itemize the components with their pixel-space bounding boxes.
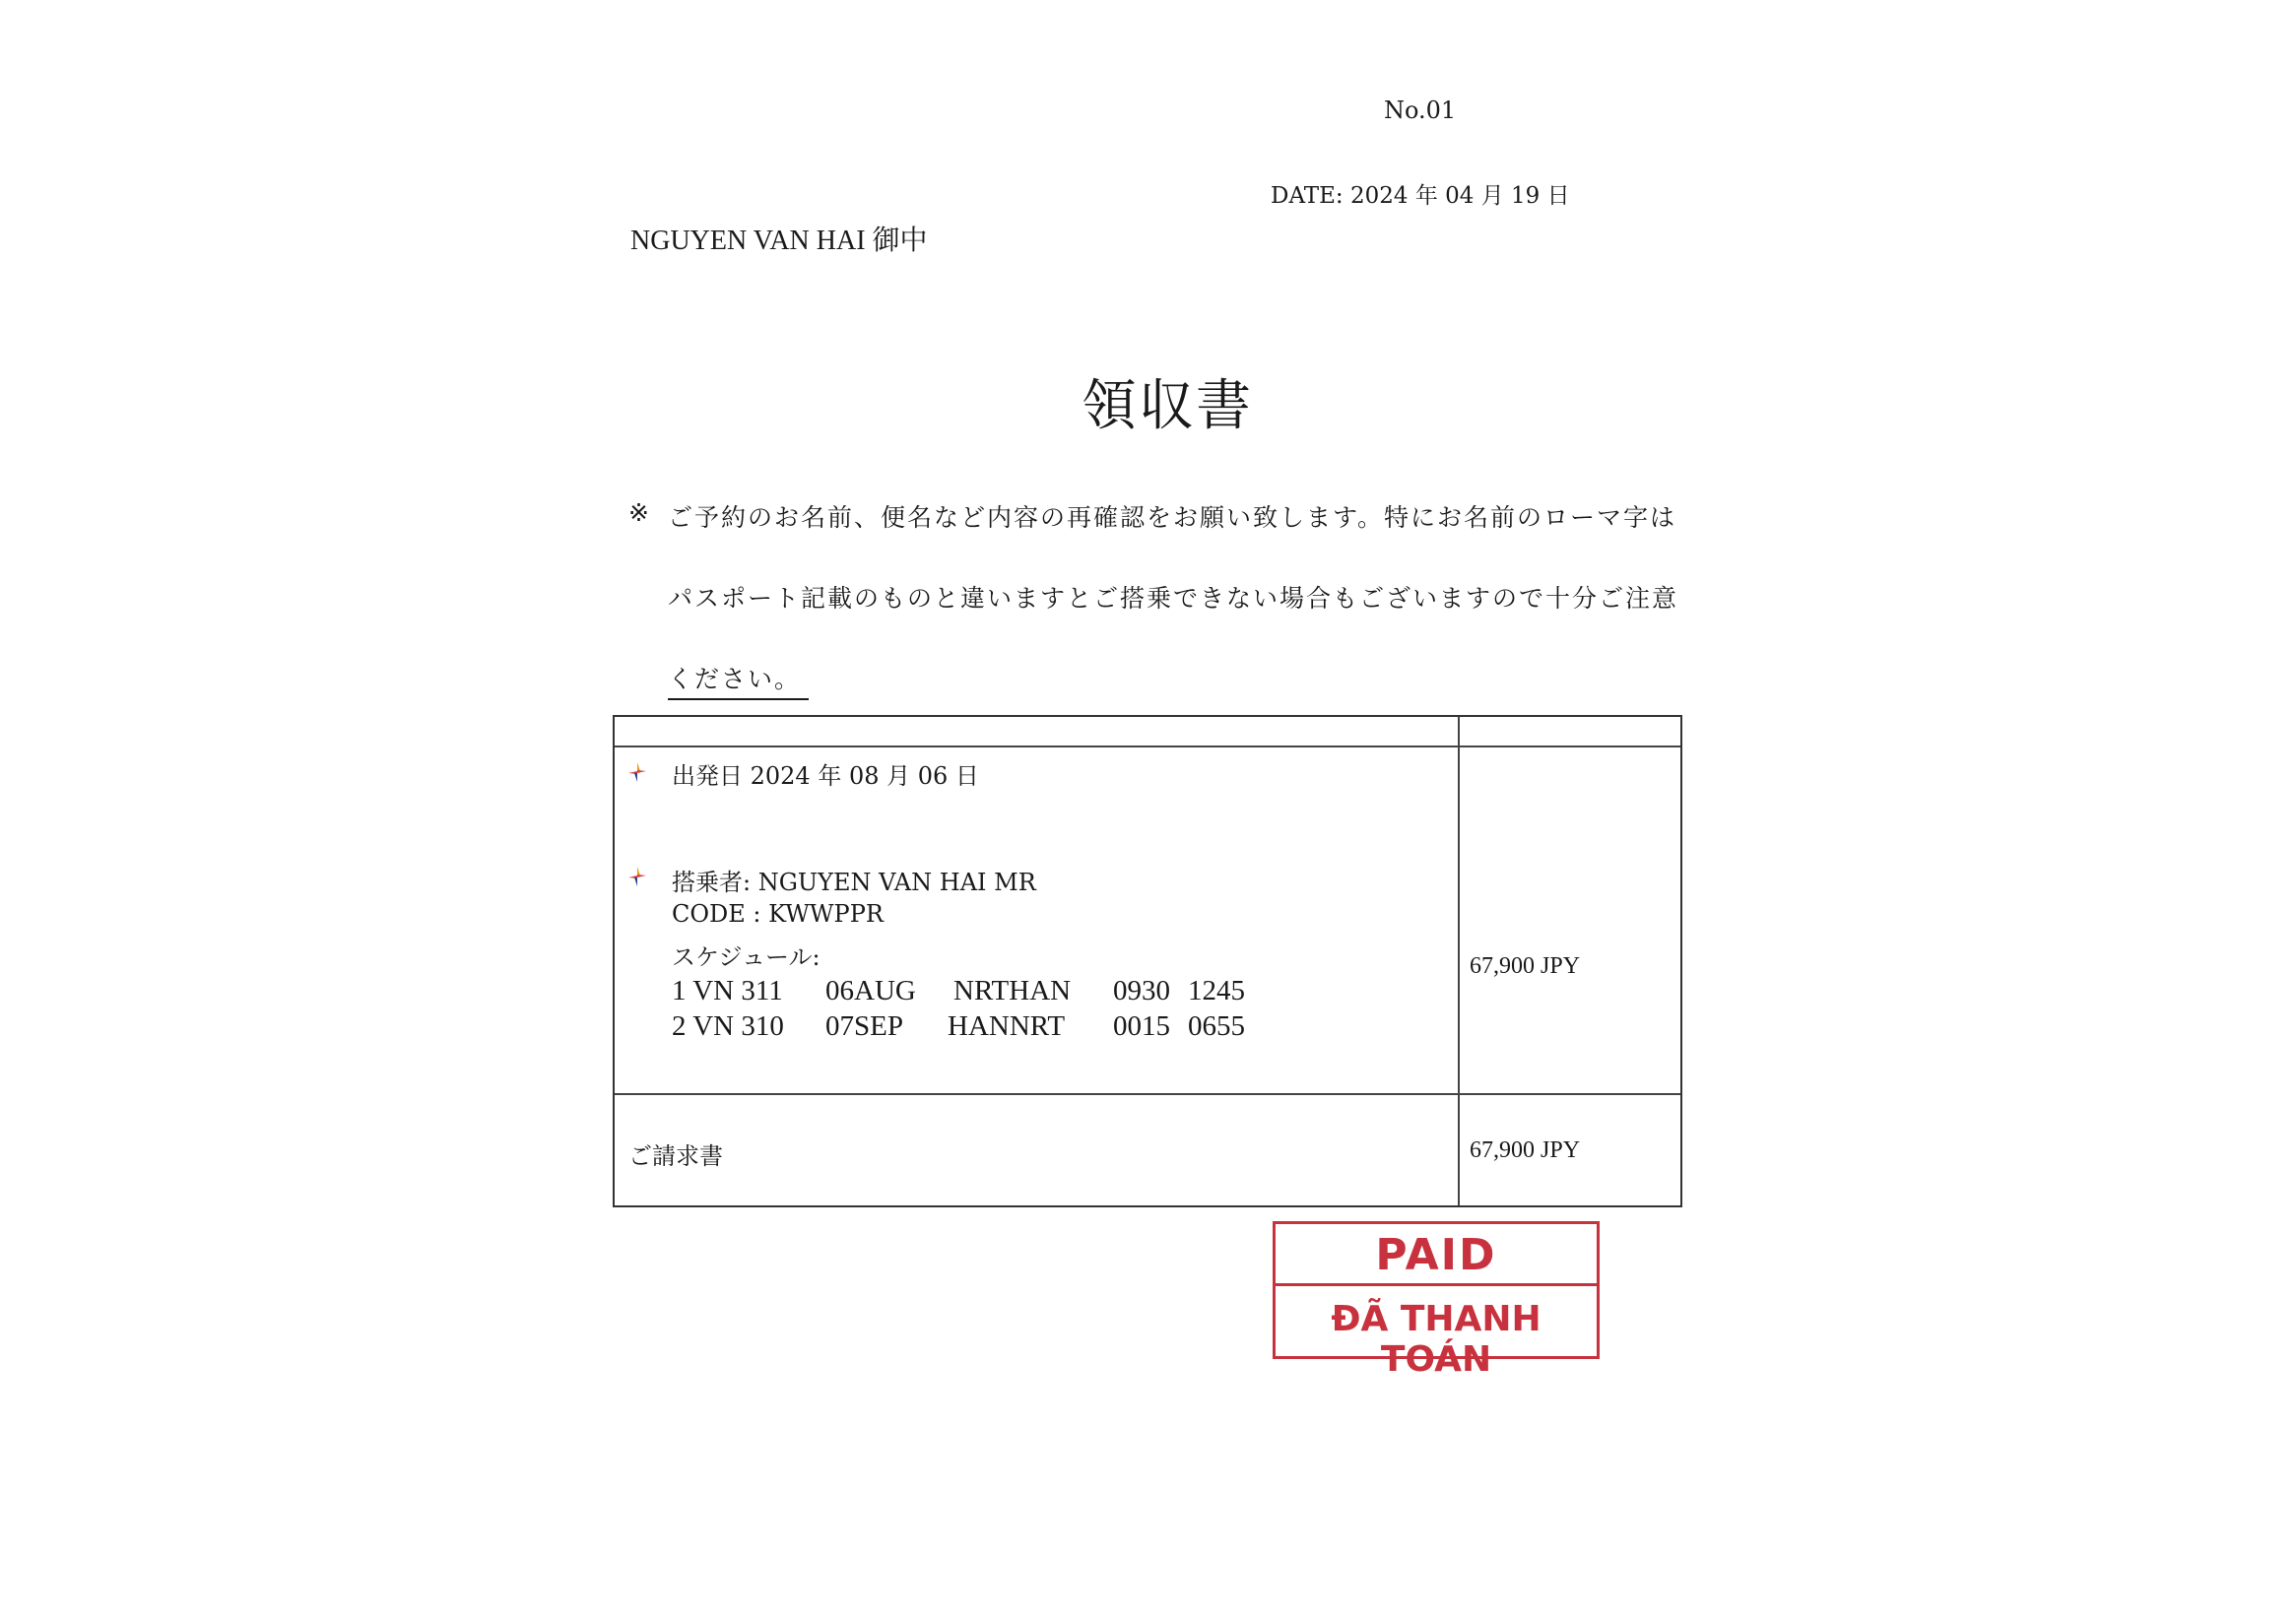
- flight-2-route: HANNRT: [948, 1010, 1066, 1042]
- stamp-divider: [1276, 1283, 1597, 1286]
- flight-1-route: NRTHAN: [953, 975, 1072, 1006]
- paid-stamp: [1273, 1221, 1600, 1380]
- departure-date: 出発日 2024 年 08 月 06 日: [672, 762, 979, 790]
- item-amount: 67,900 JPY: [1470, 953, 1581, 979]
- schedule-label: スケジュール:: [672, 943, 820, 971]
- column-divider: [1458, 717, 1460, 1205]
- flight-2-arrival: 0655: [1188, 1010, 1245, 1042]
- stamp-paid-text: PAID: [1375, 1230, 1497, 1280]
- flight-2-departure: 0015: [1113, 1010, 1170, 1042]
- invoice-amount: 67,900 JPY: [1470, 1137, 1581, 1163]
- flight-1-departure: 0930: [1113, 975, 1170, 1006]
- booking-code: CODE : KWWPPR: [672, 900, 884, 928]
- flight-1-date: 06AUG: [825, 975, 916, 1006]
- notice-mark: ※: [628, 498, 649, 527]
- invoice-label: ご請求書: [628, 1142, 723, 1170]
- passenger-name: 搭乗者: NGUYEN VAN HAI MR: [672, 869, 1036, 896]
- notice-line-2: パスポート記載のものと違いますとご搭乗できない場合もございますので十分ご注意: [668, 584, 1679, 613]
- flight-2-number: 2 VN 310: [672, 1010, 784, 1042]
- flight-2-date: 07SEP: [825, 1010, 903, 1042]
- pinwheel-bullet-icon: [626, 760, 648, 784]
- pinwheel-bullet-icon: [626, 865, 648, 888]
- addressee: NGUYEN VAN HAI 御中: [630, 226, 928, 256]
- flight-1-number: 1 VN 311: [672, 975, 783, 1006]
- receipt-table: [613, 715, 1682, 1207]
- header-row-divider: [615, 746, 1680, 747]
- page-title: 領収書: [1082, 374, 1253, 438]
- flight-1-arrival: 1245: [1188, 975, 1245, 1006]
- stamp-vietnamese-text: ĐÃ THANH TOÁN: [1331, 1299, 1542, 1380]
- notice-line-1: ご予約のお名前、便名など内容の再確認をお願い致します。特にお名前のローマ字は: [668, 503, 1677, 532]
- total-row-divider: [615, 1093, 1680, 1095]
- document-date: DATE: 2024 年 04 月 19 日: [1271, 183, 1570, 209]
- notice-line-3: ください。: [668, 660, 809, 700]
- document-number: No.01: [1384, 97, 1457, 124]
